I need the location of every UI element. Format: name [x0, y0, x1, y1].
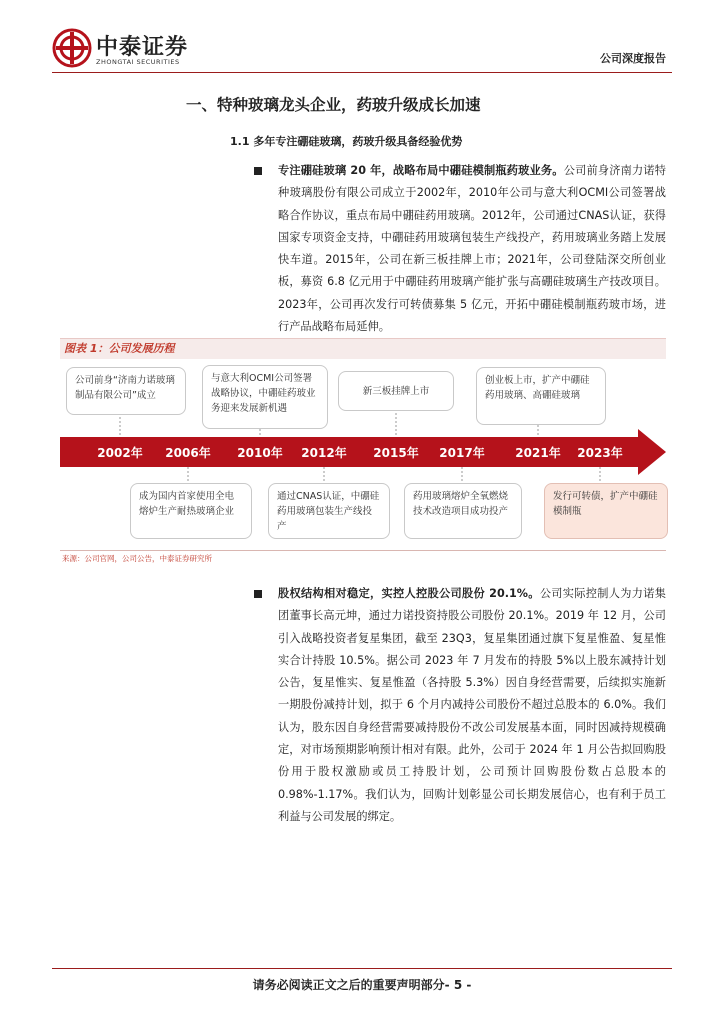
company-logo — [52, 28, 222, 76]
paragraph-shareholding — [278, 583, 666, 828]
event-box-2010: 与意大利OCMI公司签署战略协议，中硼硅药玻业务迎来发展新机遇 — [202, 365, 328, 429]
event-box-2021: 创业板上市，扩产中硼硅药用玻璃、高硼硅玻璃 — [476, 367, 606, 425]
year-label: 2002年 — [97, 446, 143, 460]
figure-source: 来源：公司官网，公司公告，中泰证券研究所 — [62, 554, 212, 563]
logo-english-text: ZHONGTAI SECURITIES — [96, 58, 180, 66]
bullet-icon — [254, 590, 262, 598]
paragraph-body: 公司实际控制人为力诺集团董事长高元坤，通过力诺投资持股公司股份 20.1%。2019 年 12 月，公司引入战略投资者复星集团，截至 23Q3，复星集团通过旗下复星惟盈、复星惟实合计持股 10.5%。据公司 2023 年 7 月发布的持股 5%以上股东减持计划公告，复星惟实、复星惟盈（各持股 5.3%）因自身经营需要，后续拟实施新一期股份减持计划，拟于 6 个月内减持公司股份不超过总股本的 6.0%。我们认为，股东因自身经营需要减持股份不改公司发展基本面，同时因减持规模确定，对市场预期影响预计相对有限。此外，公司于 2024 年 1 月公告拟回购股份用于股权激励或员工持股计划，公司预计回购股份数占总股本的 0.98%-1.17%。我们认为，回购计划彰显公司长期发展信心，也有利于员工利益与公司发展的绑定。 — [278, 587, 666, 823]
event-box-2015: 新三板挂牌上市 — [338, 371, 454, 411]
subsection-title: 1.1 多年专注硼硅玻璃，药玻升级具备经验优势 — [230, 135, 463, 148]
year-label: 2015年 — [373, 446, 419, 460]
paragraph-body: 公司前身济南力诺特种玻璃股份有限公司成立于2002年，2010年公司与意大利OCMI公司签署战略合作协议，重点布局中硼硅药用玻璃。2012年，公司通过CNAS认证，获得国家专项资金支持，中硼硅药用玻璃包装生产线投产，药用玻璃业务踏上发展快车道。2015年，公司在新三板挂牌上市；2021年，公司登陆深交所创业板，募资 6.8 亿元用于中硼硅药用玻璃产能扩张与高硼硅玻璃生产技改项目。2023年，公司再次发行可转债募集 5 亿元，开拓中硼硅模制瓶药玻市场，进行产品战略布局延伸。 — [278, 164, 666, 334]
bullet-icon — [254, 167, 262, 175]
zhongtai-logo-icon — [52, 28, 92, 68]
event-box-2006: 成为国内首家使用全电熔炉生产耐热玻璃企业 — [130, 483, 252, 539]
paragraph-lead: 股权结构相对稳定，实控人控股公司股份 20.1%。 — [278, 587, 540, 600]
header-divider — [52, 72, 672, 73]
footer-text — [0, 976, 724, 993]
event-box-2002: 公司前身“济南力诺玻璃制品有限公司”成立 — [66, 367, 186, 415]
year-label: 2010年 — [237, 446, 283, 460]
figure-title: 图表 1：公司发展历程 — [64, 342, 175, 355]
event-box-2017: 药用玻璃熔炉全氧燃烧技术改造项目成功投产 — [404, 483, 522, 539]
event-box-2012: 通过CNAS认证，中硼硅药用玻璃包装生产线投产 — [268, 483, 390, 539]
year-label: 2021年 — [515, 446, 561, 460]
page-number: - 5 - — [444, 978, 472, 992]
section-title: 一、特种玻璃龙头企业，药玻升级成长加速 — [186, 96, 481, 114]
report-type-label: 公司深度报告 — [600, 52, 666, 65]
year-label: 2023年 — [577, 446, 623, 460]
year-label: 2012年 — [301, 446, 347, 460]
footer-divider — [52, 968, 672, 969]
logo-chinese-text: 中泰证券 — [96, 35, 189, 60]
paragraph-history — [278, 160, 666, 338]
timeline-arrow — [60, 429, 666, 475]
paragraph-lead: 专注硼硅玻璃 20 年，战略布局中硼硅模制瓶药玻业务。 — [278, 164, 564, 177]
year-label: 2006年 — [165, 446, 211, 460]
year-label: 2017年 — [439, 446, 485, 460]
footer-disclaimer: 请务必阅读正文之后的重要声明部分 — [252, 978, 445, 992]
development-timeline — [60, 365, 670, 555]
source-divider — [60, 550, 666, 551]
event-box-2023: 发行可转债，扩产中硼硅模制瓶 — [544, 483, 668, 539]
